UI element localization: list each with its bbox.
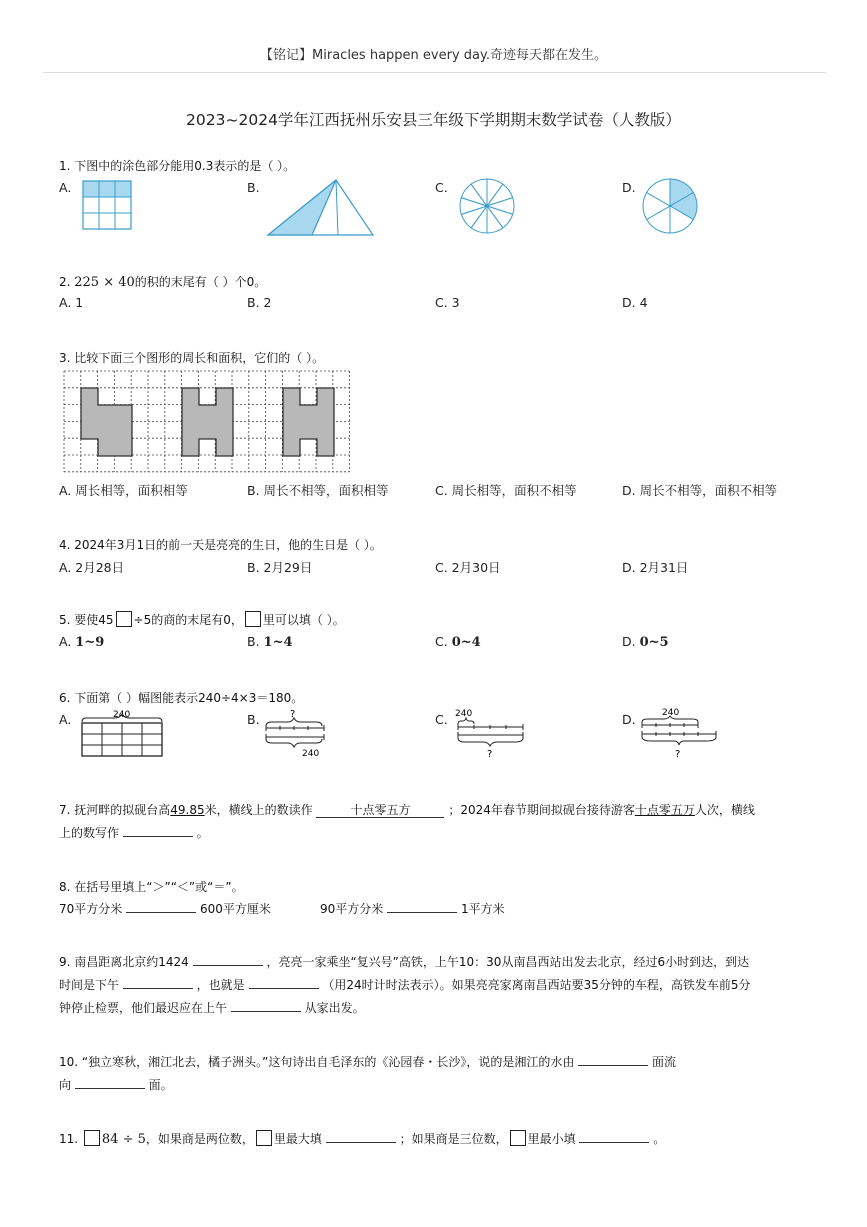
q6c-label-q: ?: [487, 749, 493, 760]
q8-item-b: 90平方分米 1平方米: [320, 902, 505, 916]
q2-num: 2.: [59, 275, 75, 289]
q7-height-value: 49.85: [170, 803, 205, 817]
q9-line-2: 时间是下午 ，也就是 （用24时计时法表示）。如果亮亮家离南昌西站要35分钟的车程，高铁发车前5分: [59, 978, 751, 992]
q10-to-blank[interactable]: [75, 1076, 145, 1089]
q3-option-a[interactable]: A. 周长相等，面积相等: [59, 483, 188, 498]
q6-option-d[interactable]: D.: [622, 712, 636, 727]
q11-min-blank[interactable]: [579, 1130, 649, 1143]
page-motto: 【铭记】Miracles happen every day.奇迹每天都在发生。: [260, 48, 607, 63]
q5-blank-box: [116, 611, 132, 627]
q3-shape-1: [81, 388, 132, 456]
q8-blank-b[interactable]: [387, 900, 457, 913]
q3-option-c[interactable]: C. 周长相等，面积不相等: [435, 483, 577, 498]
q9-unit-blank[interactable]: [193, 953, 263, 966]
q1-circle-c-figure: [458, 177, 516, 235]
q6b-label-q: ?: [290, 709, 296, 720]
q11-box-1: [84, 1130, 100, 1146]
q6-figure-c: [455, 705, 527, 761]
q5-option-d[interactable]: D. 0~5: [622, 634, 669, 650]
q6-option-a[interactable]: A.: [59, 712, 72, 727]
q2-expression: 225 × 40: [74, 275, 135, 290]
q11-box-2: [256, 1130, 272, 1146]
q5-option-b[interactable]: B. 1~4: [247, 634, 293, 650]
q8-stem: 8. 在括号里填上“＞”“＜”或“＝”。: [59, 880, 244, 894]
q5-option-a[interactable]: A. 1~9: [59, 634, 105, 650]
q6c-label-240: 240: [455, 709, 473, 719]
q1-grid-figure: [83, 181, 131, 229]
q11-box-3: [510, 1130, 526, 1146]
q3-stem: 3. 比较下面三个图形的周长和面积，它们的（ ）。: [59, 351, 325, 365]
q1-stem: 1. 下图中的涂色部分能用0.3表示的是（ ）。: [59, 159, 296, 173]
q3-shape-2: [182, 388, 233, 456]
q2-option-d[interactable]: D. 4: [622, 295, 648, 310]
q6-option-c[interactable]: C.: [435, 712, 448, 727]
q10-from-blank[interactable]: [578, 1053, 648, 1066]
q6d-label-q: ?: [675, 749, 681, 760]
q5-stem: [59, 611, 345, 628]
q1-circle-d-figure: [641, 177, 699, 235]
q6-figure-a: [80, 708, 164, 760]
q6-figure-d: [638, 705, 720, 763]
q6d-label-240: 240: [662, 708, 680, 718]
q9-line-3: 钟停止检票，他们最迟应在上午 从家出发。: [59, 1001, 365, 1015]
q9-line-1: 9. 南昌距离北京约1424 ，亮亮一家乘坐“复兴号”高铁，上午10：30从南昌西站出发去北京，经过6小时到达，到达: [59, 955, 750, 969]
q10-line-1: 10. “独立寒秋，湘江北去，橘子洲头。”这句诗出自毛泽东的《沁园春・长沙》，说的是湘江的水由 面流: [59, 1055, 677, 1069]
q3-option-b[interactable]: B. 周长不相等，面积相等: [247, 483, 389, 498]
q1-option-c[interactable]: C.: [435, 180, 448, 195]
q10-line-2: 向 面。: [59, 1078, 173, 1092]
q6-option-b[interactable]: B.: [247, 712, 260, 727]
q2-stem-rest: 的积的末尾有（ ）个0。: [134, 275, 267, 289]
q2-option-a[interactable]: A. 1: [59, 295, 84, 310]
q5-blank-box-2: [245, 611, 261, 627]
q6-figure-b: [264, 706, 326, 760]
q8-item-a: 70平方分米 600平方厘米: [59, 902, 271, 916]
q9-arrival-blank[interactable]: [123, 976, 193, 989]
q7-write-blank[interactable]: [123, 824, 193, 837]
q9-departure-blank[interactable]: [231, 999, 301, 1012]
q5-stem-part-c: 里可以填（ ）。: [262, 613, 345, 627]
q3-shape-3: [283, 388, 334, 456]
q1-grid-shaded: [83, 181, 131, 197]
q6a-label-240: 240: [113, 710, 131, 720]
q4-option-a[interactable]: A. 2月28日: [59, 560, 125, 575]
q7-line-2: 上的数写作 。: [59, 826, 209, 840]
q7-reading-blank[interactable]: 十点零五方: [316, 803, 444, 818]
q1-option-a[interactable]: A.: [59, 180, 72, 195]
q4-option-b[interactable]: B. 2月29日: [247, 560, 313, 575]
q11-line: 11. 84 ÷ 5，如果商是两位数， 里最大填 ；如果商是三位数， 里最小填 。: [59, 1132, 666, 1147]
header-divider: [43, 72, 826, 73]
q4-stem: 4. 2024年3月1日的前一天是亮亮的生日，他的生日是（ ）。: [59, 538, 382, 552]
q1-option-d[interactable]: D.: [622, 180, 636, 195]
q7-visitors-value: 十点零五万: [634, 803, 695, 817]
q3-grid-figure: [64, 371, 350, 474]
q5-option-c[interactable]: C. 0~4: [435, 634, 481, 650]
q7-line-1: 7. 抚河畔的拟砚台高49.85米，横线上的数读作 十点零五方 ；2024年春节期间拟砚台接待游客十点零五万人次，横线: [59, 803, 755, 817]
q1-option-b[interactable]: B.: [247, 180, 260, 195]
q3-option-d[interactable]: D. 周长不相等，面积不相等: [622, 483, 778, 498]
q6b-label-240: 240: [302, 749, 320, 759]
q8-blank-a[interactable]: [126, 900, 196, 913]
q11-expression: 84 ÷ 5: [101, 1132, 146, 1147]
q4-option-c[interactable]: C. 2月30日: [435, 560, 501, 575]
q5-stem-part-b: ÷5的商的末尾有0，: [133, 613, 243, 627]
q6-stem: 6. 下面第（ ）幅图能表示240÷4×3＝180。: [59, 691, 304, 705]
page-title: 2023~2024学年江西抚州乐安县三年级下学期期末数学试卷（人教版）: [186, 111, 681, 129]
q11-max-blank[interactable]: [326, 1130, 396, 1143]
q1-triangle-figure: [266, 178, 374, 236]
q9-24h-blank[interactable]: [249, 976, 319, 989]
q1-triangle-shaded: [268, 180, 336, 235]
q2-option-c[interactable]: C. 3: [435, 295, 460, 310]
q2-stem: [59, 273, 266, 290]
q4-option-d[interactable]: D. 2月31日: [622, 560, 689, 575]
q2-option-b[interactable]: B. 2: [247, 295, 272, 310]
q5-stem-part-a: 5. 要使45: [59, 613, 114, 627]
